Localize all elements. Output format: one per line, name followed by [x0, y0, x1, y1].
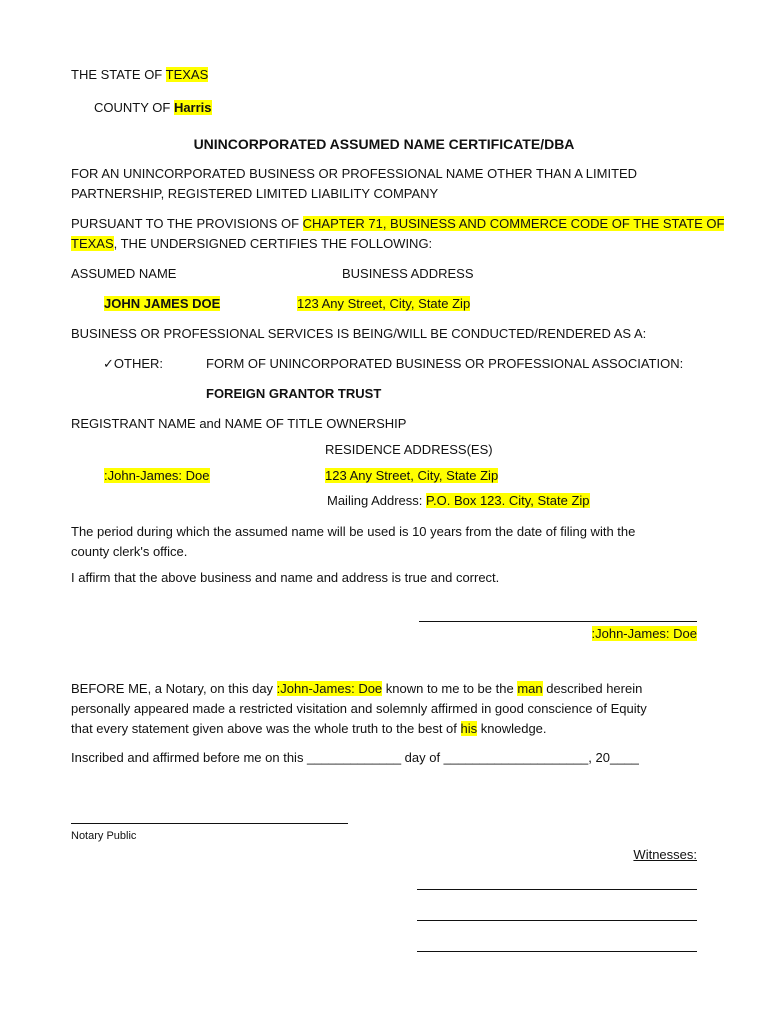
mailing-line: [327, 492, 590, 510]
pursuant-prefix: PURSUANT TO THE PROVISIONS OF: [71, 216, 303, 231]
witness-line-3: [417, 951, 697, 952]
inscribed-line: Inscribed and affirmed before me on this _____________ day of ____________________, 20____: [71, 750, 639, 765]
pursuant-suffix: , THE UNDERSIGNED CERTIFIES THE FOLLOWING:: [113, 236, 433, 251]
period-line-1: The period during which the assumed name will be used is 10 years from the date of filing with the: [71, 524, 636, 539]
form-value: FOREIGN GRANTOR TRUST: [206, 386, 382, 401]
county-line: [94, 99, 212, 117]
state-value: TEXAS: [165, 67, 209, 82]
notary-man: man: [517, 681, 543, 696]
registrant-name: :John-James: Doe: [104, 468, 210, 483]
signature-name: :John-James: Doe: [591, 626, 697, 641]
notary-line-3: that every statement given above was the whole truth to the best of his knowledge.: [71, 721, 547, 736]
signature-line: [419, 621, 697, 622]
notary-line-2: personally appeared made a restricted visitation and solemnly affirmed in good conscience of Equity: [71, 701, 647, 716]
business-address-label: BUSINESS ADDRESS: [342, 266, 474, 281]
pursuant-texas: TEXAS: [71, 236, 114, 251]
state-prefix: THE STATE OF: [71, 67, 166, 82]
checkmark-icon: ✓: [103, 356, 114, 371]
intro-line-1: FOR AN UNINCORPORATED BUSINESS OR PROFESSIONAL NAME OTHER THAN A LIMITED: [71, 166, 638, 181]
witness-line-2: [417, 920, 697, 921]
pursuant-line-1: [71, 215, 724, 233]
witnesses-label: Witnesses:: [633, 847, 697, 862]
document-title: UNINCORPORATED ASSUMED NAME CERTIFICATE/DBA: [193, 136, 575, 152]
other-label: OTHER:: [113, 356, 164, 371]
county-value: Harris: [173, 100, 212, 115]
county-prefix: COUNTY OF: [94, 100, 174, 115]
pursuant-line-2: [71, 235, 432, 253]
assumed-name-label: ASSUMED NAME: [71, 266, 177, 281]
assumed-name-value: JOHN JAMES DOE: [104, 296, 221, 311]
pursuant-chapter: CHAPTER 71, BUSINESS AND COMMERCE CODE OF THE STATE OF: [302, 216, 725, 231]
mailing-address: P.O. Box 123. City, State Zip: [426, 493, 590, 508]
business-address-value: 123 Any Street, City, State Zip: [297, 296, 471, 311]
witness-line-1: [417, 889, 697, 890]
period-line-2: county clerk's office.: [71, 544, 188, 559]
state-line: [71, 66, 208, 84]
residence-address: 123 Any Street, City, State Zip: [325, 468, 499, 483]
services-label: BUSINESS OR PROFESSIONAL SERVICES IS BEING/WILL BE CONDUCTED/RENDERED AS A:: [71, 326, 647, 341]
notary-line-1: BEFORE ME, a Notary, on this day :John-James: Doe known to me to be the man described herein: [71, 681, 643, 696]
notary-his: his: [460, 721, 478, 736]
affirm-line: I affirm that the above business and name and address is true and correct.: [71, 570, 500, 585]
mailing-label: Mailing Address:: [327, 493, 426, 508]
other-line: [103, 355, 163, 373]
notary-public-label: Notary Public: [71, 830, 137, 842]
registrant-label: REGISTRANT NAME and NAME OF TITLE OWNERSHIP: [71, 416, 407, 431]
notary-name: :John-James: Doe: [276, 681, 383, 696]
form-label: FORM OF UNINCORPORATED BUSINESS OR PROFESSIONAL ASSOCIATION:: [206, 356, 684, 371]
intro-line-2: PARTNERSHIP, REGISTERED LIMITED LIABILITY COMPANY: [71, 186, 439, 201]
residence-label: RESIDENCE ADDRESS(ES): [325, 442, 493, 457]
notary-signature-line: [71, 823, 348, 824]
